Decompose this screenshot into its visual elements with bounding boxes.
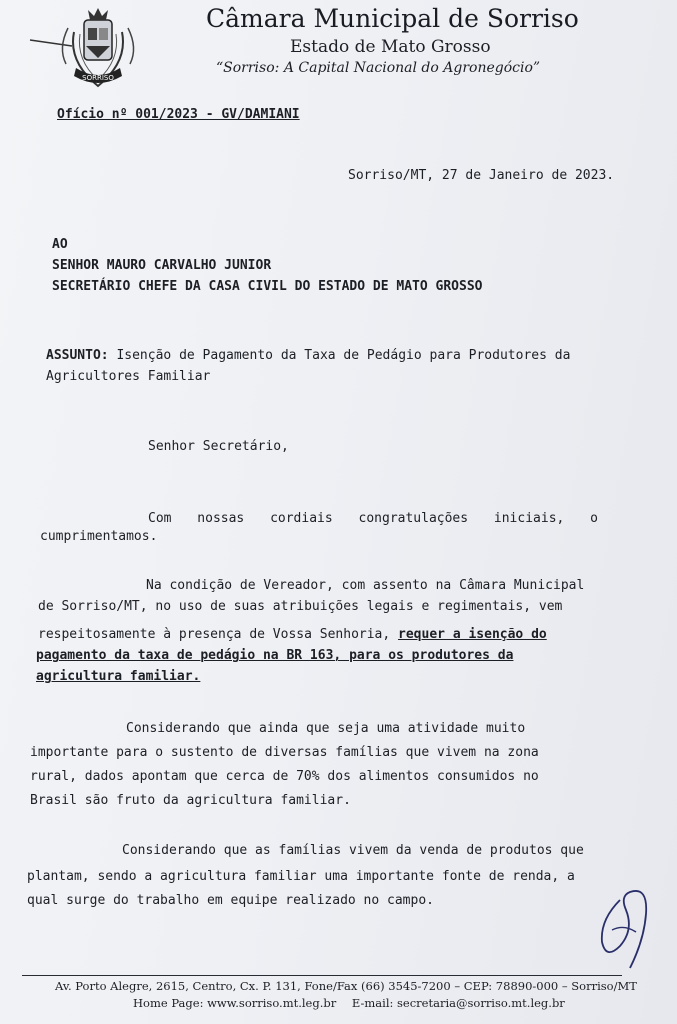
letter-date: Sorriso/MT, 27 de Janeiro de 2023. bbox=[348, 168, 615, 183]
letter-reference: Ofício nº 001/2023 - GV/DAMIANI bbox=[57, 107, 300, 122]
state-subtitle: Estado de Mato Grosso bbox=[290, 37, 491, 57]
salutation: Senhor Secretário, bbox=[148, 439, 289, 454]
subject-line bbox=[46, 348, 570, 363]
recipient-name: SENHOR MAURO CARVALHO JUNIOR bbox=[52, 258, 272, 273]
para1-line3: respeitosamente à presença de Vossa Senhoria, requer a isenção do bbox=[38, 627, 547, 642]
para2-line1: Considerando que ainda que seja uma atividade muito bbox=[126, 721, 526, 736]
chamber-title: Câmara Municipal de Sorriso bbox=[206, 4, 579, 33]
subject-label: ASSUNTO: bbox=[46, 348, 109, 363]
greeting-line-2: cumprimentamos. bbox=[40, 529, 158, 544]
footer-address: Av. Porto Alegre, 2615, Centro, Cx. P. 131, Fone/Fax (66) 3545-7200 – CEP: 78890-000 – Sorriso/MT bbox=[55, 979, 637, 993]
para2-line2: importante para o sustento de diversas famílias que vivem na zona bbox=[30, 745, 539, 760]
para2-line3: rural, dados apontam que cerca de 70% dos alimentos consumidos no bbox=[30, 769, 539, 784]
signature-icon bbox=[590, 880, 660, 980]
para1-line2: de Sorriso/MT, no uso de suas atribuições legais e regimentais, vem bbox=[38, 599, 563, 614]
para3-line2: plantam, sendo a agricultura familiar uma importante fonte de renda, a bbox=[27, 869, 575, 884]
greeting-line-1: Com nossas cordiais congratulações iniciais, o bbox=[148, 511, 598, 526]
para3-line3: qual surge do trabalho em equipe realizado no campo. bbox=[27, 893, 434, 908]
footer-divider bbox=[22, 975, 622, 976]
para2-line4: Brasil são fruto da agricultura familiar. bbox=[30, 793, 351, 808]
municipal-seal-icon bbox=[28, 2, 168, 94]
subject-text: Isenção de Pagamento da Taxa de Pedágio para Produtores da bbox=[116, 348, 571, 363]
footer-contacts bbox=[133, 996, 565, 1010]
recipient-prefix: AO bbox=[52, 237, 68, 252]
svg-text:SORRISO: SORRISO bbox=[82, 74, 114, 82]
para1-line4: pagamento da taxa de pedágio na BR 163, para os produtores da bbox=[36, 648, 514, 663]
recipient-title: SECRETÁRIO CHEFE DA CASA CIVIL DO ESTADO DE MATO GROSSO bbox=[52, 279, 483, 294]
footer-email: E-mail: secretaria@sorriso.mt.leg.br bbox=[351, 996, 565, 1010]
para1-line1: Na condição de Vereador, com assento na Câmara Municipal bbox=[146, 578, 585, 593]
footer-homepage: Home Page: www.sorriso.mt.leg.br bbox=[133, 996, 337, 1010]
subject-line-2: Agricultores Familiar bbox=[46, 369, 211, 384]
para1-line5: agricultura familiar. bbox=[36, 669, 201, 684]
para3-line1: Considerando que as famílias vivem da venda de produtos que bbox=[122, 843, 584, 858]
request-highlight: requer a isenção do bbox=[398, 627, 547, 642]
slogan: “Sorriso: A Capital Nacional do Agronegócio” bbox=[216, 60, 541, 76]
